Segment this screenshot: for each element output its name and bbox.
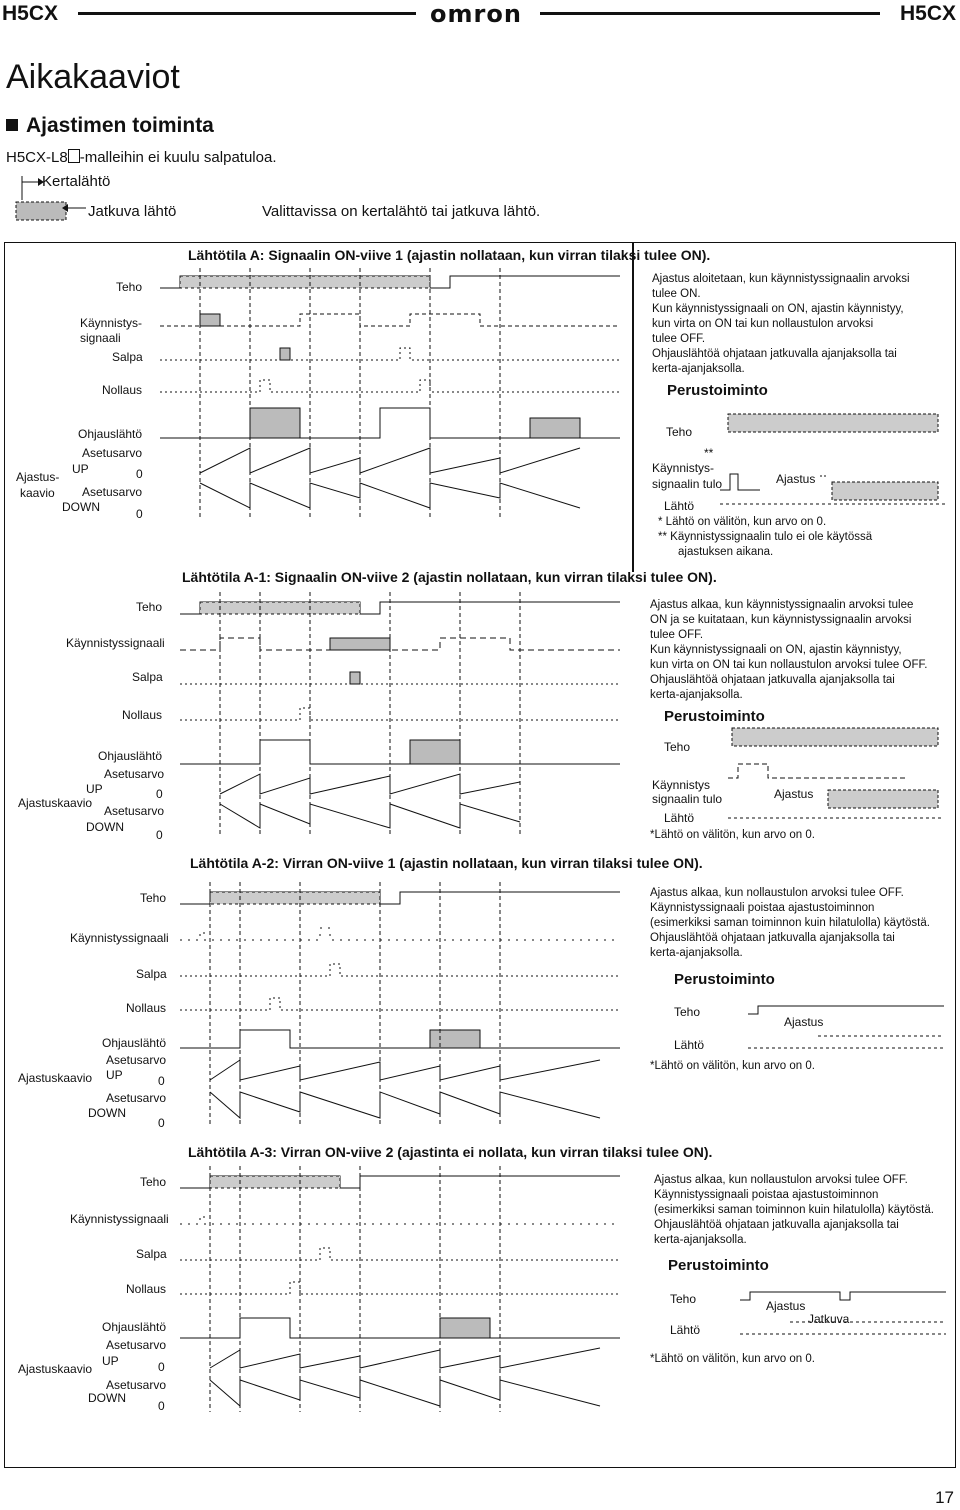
mode-a2-signal-zero2: 0 xyxy=(158,1116,165,1130)
mode-a1-signal-set2: Asetusarvo xyxy=(104,804,165,818)
mode-a3-basic-title: Perustoiminto xyxy=(668,1257,769,1274)
mode-a3-signal-teho: Teho xyxy=(140,1175,167,1189)
mode-a-basic-output: Lähtö xyxy=(664,499,695,513)
mode-a-basic-timing: Ajastus xyxy=(776,472,816,486)
model-note: H5CX-L8 -malleihin ei kuulu salpatuloa. xyxy=(6,149,277,166)
mode-a3-signal-output: Ohjauslähtö xyxy=(102,1320,167,1334)
mode-a-signal-zero2: 0 xyxy=(136,507,143,521)
legend-selectable: Valittavissa on kertalähtö tai jatkuva lähtö. xyxy=(262,203,541,220)
mode-a1-chart-label: Ajastuskaavio xyxy=(18,796,93,810)
legend-continuous: Jatkuva lähtö xyxy=(88,203,177,220)
mode-a2-signal-up: UP xyxy=(106,1068,123,1082)
mode-a-signal-teho: Teho xyxy=(116,280,143,294)
mode-a1-signal-start: Käynnistyssignaali xyxy=(66,636,165,650)
mode-a-signal-start1: Käynnistys- xyxy=(80,316,143,330)
mode-a3-basic-output: Lähtö xyxy=(670,1323,701,1337)
mode-a2-signal-down: DOWN xyxy=(88,1106,126,1120)
mode-a1-basic-timing: Ajastus xyxy=(774,787,814,801)
mode-a1-basic-output: Lähtö xyxy=(664,811,695,825)
mode-a2-signal-reset: Nollaus xyxy=(126,1001,167,1015)
mode-a-basic-start1: Käynnistys- xyxy=(652,461,715,475)
legend-single: Kertalähtö xyxy=(42,173,111,190)
mode-a2-title: Lähtötila A-2: Virran ON-viive 1 (ajastin nollataan, kun virran tilaksi tulee ON). xyxy=(190,855,703,871)
mode-a3-basic-timing: Ajastus xyxy=(766,1299,806,1313)
mode-a3-signal-set2: Asetusarvo xyxy=(106,1378,167,1392)
header-rule-left xyxy=(78,12,416,15)
mode-a1-basic-diagram xyxy=(728,726,942,826)
mode-a-title: Lähtötila A: Signaalin ON-viive 1 (ajastin nollataan, kun virran tilaksi tulee ON). xyxy=(188,247,711,263)
mode-a1-signal-zero1: 0 xyxy=(156,787,163,801)
mode-a1-timing-diagram xyxy=(180,592,630,844)
mode-a3-signal-set1: Asetusarvo xyxy=(106,1338,167,1352)
mode-a-timing-diagram xyxy=(160,268,630,530)
mode-a2-footnotes: *Lähtö on välitön, kun arvo on 0. xyxy=(650,1060,815,1072)
mode-a3-signal-start: Käynnistyssignaali xyxy=(70,1212,169,1226)
mode-a2-signal-set2: Asetusarvo xyxy=(106,1091,167,1105)
mode-a-signal-down: DOWN xyxy=(62,500,100,514)
mode-a-desc: Ajastus aloitetaan, kun käynnistyssignaalin arvoksi tulee ON. Kun käynnistyssignaali on ON, ajastin käynnistyy, kun virta on ON tai kun nollaustulon arvoksi tulee OFF. Ohjauslähtöä ohjataan jatkuvalla ajanjaksolla tai kerta-ajanjaksolla. xyxy=(652,273,910,375)
header-model-right: H5CX xyxy=(899,2,956,25)
mode-a2-signal-teho: Teho xyxy=(140,891,167,905)
mode-a-signal-output: Ohjauslähtö xyxy=(78,427,143,441)
mode-a-footnotes: * Lähtö on välitön, kun arvo on 0. ** Käynnistyssignaalin tulo ei ole käytössä ajastuksen aikana. xyxy=(658,516,873,558)
mode-a3-signal-zero2: 0 xyxy=(158,1399,165,1413)
box-placeholder-icon xyxy=(68,149,80,163)
mode-a2-basic-diagram xyxy=(748,996,944,1056)
mode-a-basic-teho: Teho xyxy=(666,425,693,439)
square-bullet-icon xyxy=(6,119,18,131)
mode-a3-signal-up: UP xyxy=(102,1354,119,1368)
mode-a3-signal-latch: Salpa xyxy=(136,1247,167,1261)
mode-a-signal-reset: Nollaus xyxy=(102,383,143,397)
header-model-left: H5CX xyxy=(2,2,59,25)
mode-a3-title: Lähtötila A-3: Virran ON-viive 2 (ajastinta ei nollata, kun virran tilaksi tulee ON). xyxy=(188,1144,713,1160)
mode-a-signal-latch: Salpa xyxy=(112,350,143,364)
mode-a1-signal-reset: Nollaus xyxy=(122,708,163,722)
mode-a-signal-set2: Asetusarvo xyxy=(82,485,143,499)
mode-a3-signal-down: DOWN xyxy=(88,1391,126,1405)
mode-a-basic-diagram xyxy=(720,410,946,510)
section-title: Ajastimen toiminta xyxy=(6,114,214,138)
mode-a1-signal-teho: Teho xyxy=(136,600,163,614)
mode-a1-basic-teho: Teho xyxy=(664,740,691,754)
mode-a3-basic-continue: Jatkuva xyxy=(808,1312,850,1326)
mode-a-basic-start2: signaalin tulo xyxy=(652,477,723,491)
brand-logo: omron xyxy=(430,0,522,28)
mode-a2-signal-start: Käynnistyssignaali xyxy=(70,931,169,945)
mode-a-signal-up: UP xyxy=(72,462,89,476)
mode-a2-desc: Ajastus alkaa, kun nollaustulon arvoksi tulee OFF. Käynnistyssignaali poistaa ajastustoiminnon (esimerkiksi saman toiminnon kuin hilatulolla) käytöstä. Ohjauslähtöä ohjataan jatkuvalla ajanjaksolla tai kerta-ajanjaksolla. xyxy=(650,887,930,959)
page-title: Aikakaaviot xyxy=(6,58,180,96)
mode-a3-basic-diagram xyxy=(740,1282,946,1342)
mode-a1-basic-start2: signaalin tulo xyxy=(652,792,723,806)
frame-divider xyxy=(632,242,634,572)
mode-a3-basic-teho: Teho xyxy=(670,1292,697,1306)
mode-a1-basic-start1: Käynnistys xyxy=(652,778,711,792)
mode-a1-signal-latch: Salpa xyxy=(132,670,163,684)
mode-a3-timing-diagram xyxy=(180,1166,630,1420)
mode-a2-signal-zero1: 0 xyxy=(158,1074,165,1088)
mode-a-chart-label2: kaavio xyxy=(20,486,55,500)
mode-a-signal-set1: Asetusarvo xyxy=(82,446,143,460)
mode-a3-chart-label: Ajastuskaavio xyxy=(18,1362,93,1376)
mode-a1-footnotes: *Lähtö on välitön, kun arvo on 0. xyxy=(650,829,815,841)
mode-a-chart-label1: Ajastus- xyxy=(16,470,60,484)
mode-a2-timing-diagram xyxy=(180,882,630,1132)
mode-a3-desc: Ajastus alkaa, kun nollaustulon arvoksi tulee OFF. Käynnistyssignaali poistaa ajastustoiminnon (esimerkiksi saman toiminnon kuin hilatulolla) käytöstä. Ohjauslähtöä ohjataan jatkuvalla ajanjaksolla tai kerta-ajanjaksolla. xyxy=(654,1174,934,1246)
mode-a1-signal-zero2: 0 xyxy=(156,828,163,842)
mode-a3-footnotes: *Lähtö on välitön, kun arvo on 0. xyxy=(650,1353,815,1365)
mode-a2-basic-teho: Teho xyxy=(674,1005,701,1019)
mode-a1-signal-set1: Asetusarvo xyxy=(104,767,165,781)
mode-a-basic-title: Perustoiminto xyxy=(667,382,768,399)
mode-a3-signal-zero1: 0 xyxy=(158,1360,165,1374)
mode-a2-signal-latch: Salpa xyxy=(136,967,167,981)
mode-a1-signal-up: UP xyxy=(86,782,103,796)
header-rule-right xyxy=(540,12,880,15)
mode-a2-basic-timing: Ajastus xyxy=(784,1015,824,1029)
mode-a1-title: Lähtötila A-1: Signaalin ON-viive 2 (ajastin nollataan, kun virran tilaksi tulee ON). xyxy=(182,569,717,585)
mode-a2-signal-output: Ohjauslähtö xyxy=(102,1036,167,1050)
mode-a1-basic-title: Perustoiminto xyxy=(664,708,765,725)
page-number: 17 xyxy=(935,1488,954,1507)
mode-a1-desc: Ajastus alkaa, kun käynnistyssignaalin arvoksi tulee ON ja se kuitataan, kun käynnistyssignaalin arvoksi tulee OFF. Kun käynnistyssignaali on ON, ajastin käynnistyy, kun virta on ON tai kun nollaustulon arvoksi tulee OFF. Ohjauslähtöä ohjataan jatkuvalla ajanjaksolla tai kerta-ajanjaksolla. xyxy=(650,599,928,701)
mode-a2-chart-label: Ajastuskaavio xyxy=(18,1071,93,1085)
mode-a3-signal-reset: Nollaus xyxy=(126,1282,167,1296)
mode-a2-basic-output: Lähtö xyxy=(674,1038,705,1052)
mode-a1-signal-down: DOWN xyxy=(86,820,124,834)
mode-a1-signal-output: Ohjauslähtö xyxy=(98,749,163,763)
mode-a2-signal-set1: Asetusarvo xyxy=(106,1053,167,1067)
mode-a-signal-start2: signaali xyxy=(80,331,121,345)
mode-a-signal-zero1: 0 xyxy=(136,467,143,481)
mode-a-basic-star: ** xyxy=(704,446,714,460)
mode-a2-basic-title: Perustoiminto xyxy=(674,971,775,988)
